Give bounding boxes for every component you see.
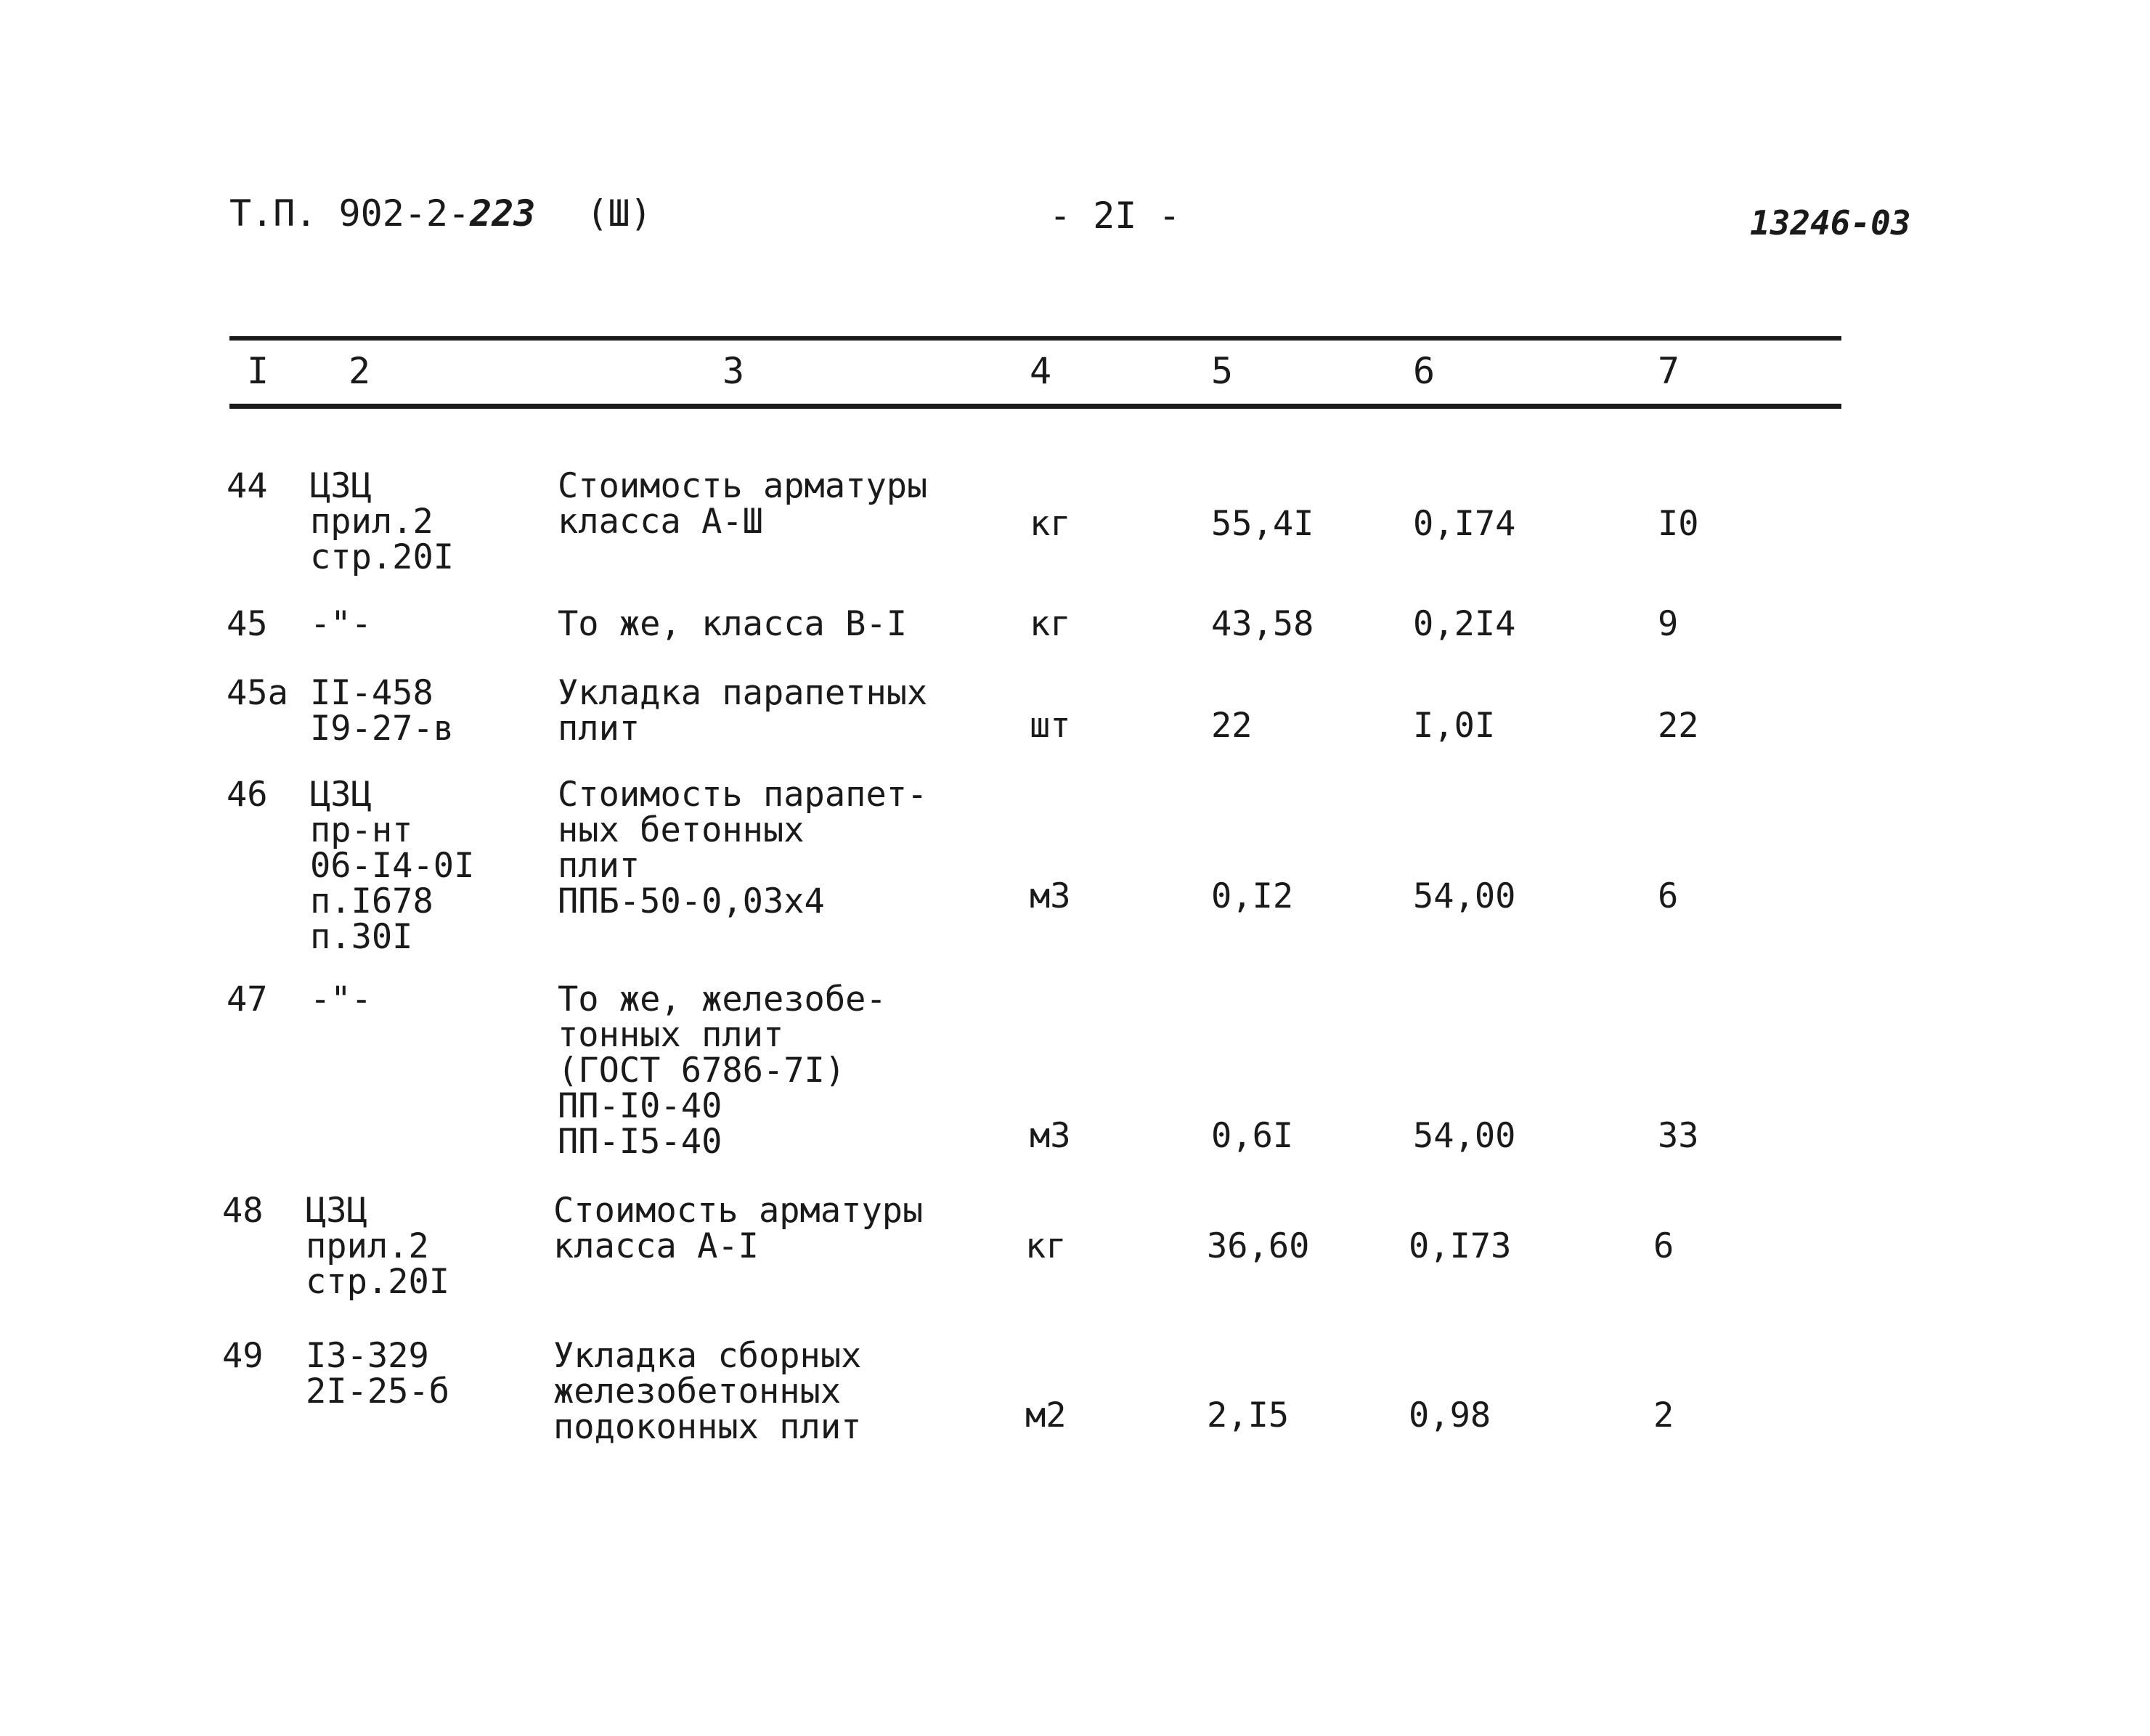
row-total: 2 bbox=[1653, 1395, 1674, 1435]
row-number: 44 bbox=[227, 466, 268, 506]
row-quantity: 36,60 bbox=[1207, 1226, 1310, 1266]
row-number: 48 bbox=[222, 1191, 264, 1231]
column-header-5: 5 bbox=[1211, 350, 1234, 392]
document-code-handwritten-number: 223 bbox=[470, 192, 536, 235]
document-code-prefix: Т.П. 902-2- bbox=[229, 192, 471, 235]
row-reference: -"- bbox=[310, 604, 372, 644]
row-quantity: 55,4I bbox=[1211, 504, 1314, 544]
row-quantity: 2,I5 bbox=[1207, 1395, 1290, 1435]
row-unit: шт bbox=[1030, 706, 1071, 746]
row-number: 49 bbox=[222, 1336, 264, 1376]
row-number: 45а bbox=[227, 673, 288, 713]
row-unit-price: 0,2I4 bbox=[1413, 604, 1516, 644]
row-description: То же, класса В-I bbox=[558, 604, 908, 644]
row-total: 22 bbox=[1658, 706, 1699, 746]
column-header-4: 4 bbox=[1030, 350, 1052, 392]
row-unit-price: 54,00 bbox=[1413, 876, 1516, 916]
row-reference: ЦЗЦ прил.2 стр.20I bbox=[306, 1191, 450, 1302]
row-total: 6 bbox=[1653, 1226, 1674, 1266]
document-code bbox=[229, 192, 652, 235]
row-total: 9 bbox=[1658, 604, 1679, 644]
row-unit: м3 bbox=[1030, 876, 1071, 916]
archive-code-handwritten: 13246-03 bbox=[1750, 203, 1911, 243]
row-total: 33 bbox=[1658, 1116, 1699, 1156]
row-unit-price: 0,I73 bbox=[1409, 1226, 1512, 1266]
row-description: Стоимость арматуры класса А-Ш bbox=[558, 466, 928, 542]
row-number: 45 bbox=[227, 604, 268, 644]
row-reference: ЦЗЦ прил.2 стр.20I bbox=[310, 466, 455, 577]
row-unit: кг bbox=[1030, 504, 1071, 544]
row-description: Укладка сборных железобетонных подоконных плит bbox=[553, 1336, 862, 1447]
column-header-3: 3 bbox=[722, 350, 745, 392]
row-reference: -"- bbox=[310, 979, 372, 1019]
column-header-2: 2 bbox=[349, 350, 371, 392]
row-unit: м3 bbox=[1030, 1116, 1071, 1156]
row-unit-price: 0,98 bbox=[1409, 1395, 1491, 1435]
column-header-1: I bbox=[247, 350, 269, 392]
row-number: 47 bbox=[227, 979, 268, 1019]
row-unit-price: 54,00 bbox=[1413, 1116, 1516, 1156]
table-header-rule bbox=[229, 404, 1841, 409]
row-total: 6 bbox=[1658, 876, 1679, 916]
row-description: Стоимость парапет- ных бетонных плит ППБ-50-0,03х4 bbox=[558, 775, 928, 921]
row-quantity: 22 bbox=[1211, 706, 1253, 746]
row-reference: ЦЗЦ пр-нт 06-I4-0I п.I678 п.30I bbox=[310, 775, 475, 957]
row-quantity: 43,58 bbox=[1211, 604, 1314, 644]
row-unit-price: I,0I bbox=[1413, 706, 1496, 746]
row-description: То же, железобе- тонных плит (ГОСТ 6786-7I) ПП-I0-40 ПП-I5-40 bbox=[558, 979, 887, 1162]
row-description: Стоимость арматуры класса А-I bbox=[553, 1191, 924, 1266]
column-header-7: 7 bbox=[1658, 350, 1680, 392]
table-top-rule bbox=[229, 336, 1841, 341]
row-total: I0 bbox=[1658, 504, 1699, 544]
row-number: 46 bbox=[227, 775, 268, 815]
row-unit: кг bbox=[1025, 1226, 1067, 1266]
row-description: Укладка парапетных плит bbox=[558, 673, 928, 749]
page-number: - 2I - bbox=[1049, 195, 1181, 237]
row-reference: I3-329 2I-25-б bbox=[306, 1336, 450, 1411]
column-header-6: 6 bbox=[1413, 350, 1436, 392]
row-unit: м2 bbox=[1025, 1395, 1067, 1435]
document-code-suffix: (Ш) bbox=[586, 192, 652, 235]
row-quantity: 0,I2 bbox=[1211, 876, 1294, 916]
row-unit-price: 0,I74 bbox=[1413, 504, 1516, 544]
row-unit: кг bbox=[1030, 604, 1071, 644]
row-quantity: 0,6I bbox=[1211, 1116, 1294, 1156]
row-reference: II-458 I9-27-в bbox=[310, 673, 455, 749]
